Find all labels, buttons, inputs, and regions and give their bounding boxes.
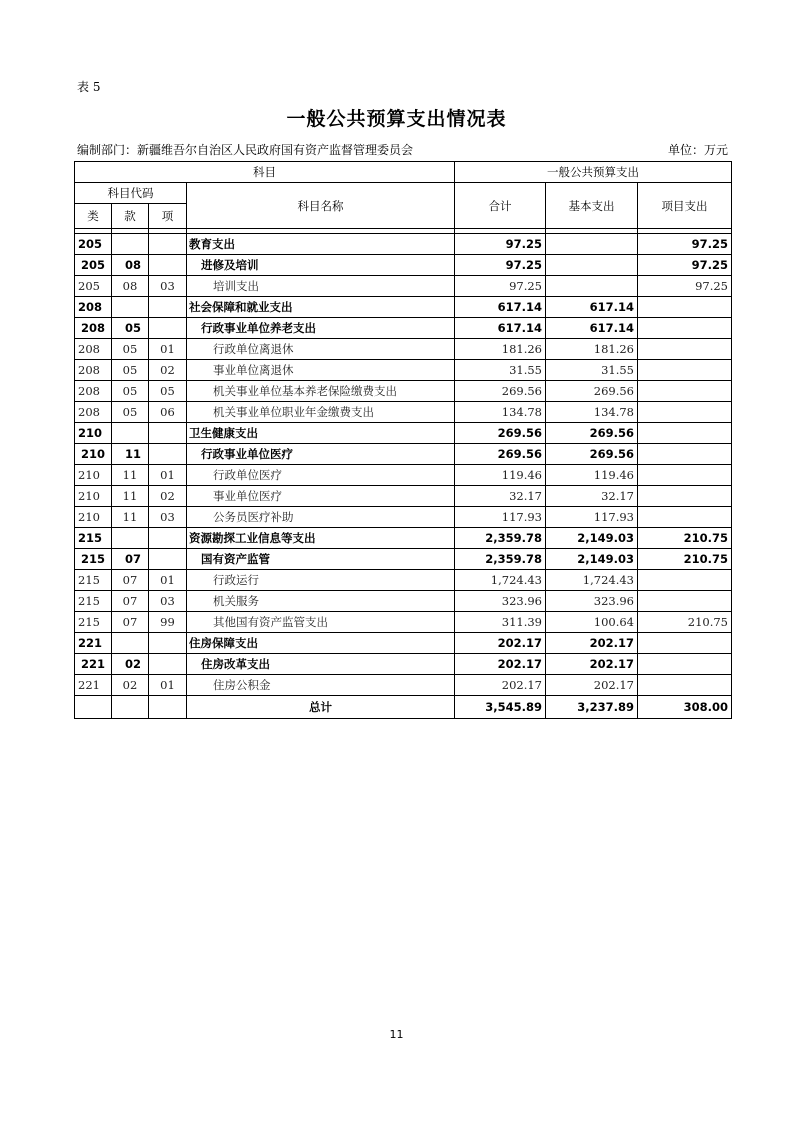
subject-name-cell: 教育支出 — [187, 234, 455, 255]
subject-name-cell: 机关事业单位职业年金缴费支出 — [187, 402, 455, 423]
project-cell — [638, 507, 732, 528]
table-header — [75, 162, 732, 234]
project-cell: 97.25 — [638, 276, 732, 297]
code-xiang-cell: 99 — [149, 612, 187, 633]
basic-cell: 202.17 — [546, 675, 638, 696]
code-kuan-cell: 08 — [112, 255, 149, 276]
table-row — [75, 612, 732, 633]
basic-cell — [546, 276, 638, 297]
table-row — [75, 276, 732, 297]
table-row — [75, 423, 732, 444]
code-lei-cell: 210 — [75, 507, 112, 528]
total-cell: 202.17 — [455, 654, 546, 675]
total-cell: 32.17 — [455, 486, 546, 507]
grand-total-sum: 3,545.89 — [455, 696, 546, 719]
total-cell: 97.25 — [455, 255, 546, 276]
total-cell: 2,359.78 — [455, 528, 546, 549]
project-cell — [638, 654, 732, 675]
header-budget: 一般公共预算支出 — [455, 162, 732, 183]
code-lei-cell: 221 — [75, 654, 112, 675]
basic-cell: 1,724.43 — [546, 570, 638, 591]
code-xiang-cell — [149, 423, 187, 444]
table-row — [75, 633, 732, 654]
subject-name-cell: 国有资产监管 — [187, 549, 455, 570]
code-xiang-cell: 01 — [149, 570, 187, 591]
code-xiang-cell: 02 — [149, 486, 187, 507]
table-row — [75, 465, 732, 486]
subject-name-cell: 住房保障支出 — [187, 633, 455, 654]
grand-total-basic: 3,237.89 — [546, 696, 638, 719]
total-cell: 97.25 — [455, 234, 546, 255]
basic-cell: 2,149.03 — [546, 528, 638, 549]
code-kuan-cell: 07 — [112, 549, 149, 570]
project-cell — [638, 297, 732, 318]
table-row — [75, 549, 732, 570]
header-xiang: 项 — [149, 204, 187, 229]
project-cell — [638, 318, 732, 339]
code-lei-cell: 208 — [75, 360, 112, 381]
basic-cell: 31.55 — [546, 360, 638, 381]
code-xiang-cell: 03 — [149, 591, 187, 612]
basic-cell: 2,149.03 — [546, 549, 638, 570]
header-lei: 类 — [75, 204, 112, 229]
code-lei-cell: 221 — [75, 633, 112, 654]
code-xiang-cell: 03 — [149, 276, 187, 297]
basic-cell — [546, 255, 638, 276]
subject-name-cell: 行政单位医疗 — [187, 465, 455, 486]
basic-cell: 181.26 — [546, 339, 638, 360]
table-row — [75, 507, 732, 528]
project-cell — [638, 339, 732, 360]
subject-name-cell: 资源勘探工业信息等支出 — [187, 528, 455, 549]
code-xiang-cell: 01 — [149, 675, 187, 696]
subject-name-cell: 事业单位医疗 — [187, 486, 455, 507]
subject-name-cell: 住房公积金 — [187, 675, 455, 696]
basic-cell: 117.93 — [546, 507, 638, 528]
code-kuan-cell: 05 — [112, 318, 149, 339]
header-kuan: 款 — [112, 204, 149, 229]
subject-name-cell: 行政单位离退休 — [187, 339, 455, 360]
code-kuan-cell — [112, 234, 149, 255]
code-xiang-cell: 02 — [149, 360, 187, 381]
project-cell: 97.25 — [638, 255, 732, 276]
code-xiang-cell — [149, 549, 187, 570]
table-row — [75, 339, 732, 360]
total-cell: 269.56 — [455, 423, 546, 444]
total-cell: 202.17 — [455, 675, 546, 696]
table-row — [75, 591, 732, 612]
code-lei-cell: 208 — [75, 402, 112, 423]
total-cell: 97.25 — [455, 276, 546, 297]
table-row — [75, 297, 732, 318]
table-tag: 表 5 — [77, 80, 101, 94]
code-kuan-cell — [112, 297, 149, 318]
project-cell — [638, 633, 732, 654]
basic-cell: 617.14 — [546, 318, 638, 339]
code-lei-cell: 215 — [75, 549, 112, 570]
code-xiang-cell — [149, 318, 187, 339]
code-xiang-cell: 03 — [149, 507, 187, 528]
project-cell — [638, 591, 732, 612]
code-kuan-cell: 07 — [112, 570, 149, 591]
total-cell: 31.55 — [455, 360, 546, 381]
budget-table — [74, 161, 732, 719]
code-xiang-cell — [149, 234, 187, 255]
code-xiang-cell — [149, 444, 187, 465]
table-row — [75, 570, 732, 591]
table-row — [75, 675, 732, 696]
code-kuan-cell — [112, 423, 149, 444]
code-lei-cell: 210 — [75, 465, 112, 486]
total-cell: 2,359.78 — [455, 549, 546, 570]
basic-cell: 269.56 — [546, 423, 638, 444]
table-row — [75, 654, 732, 675]
table-row — [75, 318, 732, 339]
project-cell — [638, 423, 732, 444]
table-row — [75, 255, 732, 276]
basic-cell — [546, 234, 638, 255]
basic-cell: 617.14 — [546, 297, 638, 318]
subject-name-cell: 行政事业单位养老支出 — [187, 318, 455, 339]
subject-name-cell: 行政事业单位医疗 — [187, 444, 455, 465]
code-xiang-cell — [149, 654, 187, 675]
total-cell: 269.56 — [455, 381, 546, 402]
code-xiang-cell: 05 — [149, 381, 187, 402]
project-cell — [638, 465, 732, 486]
project-cell: 210.75 — [638, 549, 732, 570]
code-lei-cell: 208 — [75, 318, 112, 339]
basic-cell: 32.17 — [546, 486, 638, 507]
subject-name-cell: 卫生健康支出 — [187, 423, 455, 444]
code-kuan-cell: 05 — [112, 360, 149, 381]
basic-cell: 202.17 — [546, 633, 638, 654]
code-kuan-cell: 08 — [112, 276, 149, 297]
page-number: 11 — [389, 1028, 404, 1041]
code-xiang-cell — [149, 255, 187, 276]
code-lei-cell: 215 — [75, 612, 112, 633]
code-kuan-cell: 05 — [112, 381, 149, 402]
total-cell: 202.17 — [455, 633, 546, 654]
grand-total-row — [75, 696, 732, 719]
basic-cell: 100.64 — [546, 612, 638, 633]
code-kuan-cell: 07 — [112, 591, 149, 612]
subject-name-cell: 进修及培训 — [187, 255, 455, 276]
subject-name-cell: 事业单位离退休 — [187, 360, 455, 381]
header-code: 科目代码 — [75, 183, 187, 204]
code-lei-cell: 210 — [75, 423, 112, 444]
header-project: 项目支出 — [638, 183, 732, 229]
table-row — [75, 444, 732, 465]
table-row — [75, 486, 732, 507]
subject-name-cell: 其他国有资产监管支出 — [187, 612, 455, 633]
code-kuan-cell: 07 — [112, 612, 149, 633]
code-lei-cell: 215 — [75, 528, 112, 549]
code-kuan-cell: 02 — [112, 675, 149, 696]
basic-cell: 134.78 — [546, 402, 638, 423]
table-row — [75, 528, 732, 549]
project-cell — [638, 402, 732, 423]
table-body — [75, 234, 732, 696]
grand-total-label: 总计 — [187, 696, 455, 719]
page-title: 一般公共预算支出情况表 — [286, 108, 507, 130]
code-kuan-cell: 11 — [112, 486, 149, 507]
code-xiang-cell — [149, 528, 187, 549]
subject-name-cell: 社会保障和就业支出 — [187, 297, 455, 318]
project-cell — [638, 570, 732, 591]
code-lei-cell: 208 — [75, 381, 112, 402]
total-cell: 181.26 — [455, 339, 546, 360]
table-row — [75, 381, 732, 402]
table-row — [75, 360, 732, 381]
project-cell — [638, 486, 732, 507]
total-cell: 134.78 — [455, 402, 546, 423]
unit-label: 单位：万元 — [667, 143, 728, 157]
total-cell: 323.96 — [455, 591, 546, 612]
project-cell: 97.25 — [638, 234, 732, 255]
code-lei-cell: 205 — [75, 234, 112, 255]
subject-name-cell: 机关事业单位基本养老保险缴费支出 — [187, 381, 455, 402]
total-cell: 119.46 — [455, 465, 546, 486]
code-lei-cell: 210 — [75, 486, 112, 507]
code-lei-cell: 221 — [75, 675, 112, 696]
table-row — [75, 234, 732, 255]
code-xiang-cell: 06 — [149, 402, 187, 423]
project-cell — [638, 444, 732, 465]
subject-name-cell: 行政运行 — [187, 570, 455, 591]
code-kuan-cell: 11 — [112, 465, 149, 486]
basic-cell: 269.56 — [546, 381, 638, 402]
header-total: 合计 — [455, 183, 546, 229]
department-label: 编制部门：新疆维吾尔自治区人民政府国有资产监督管理委员会 — [77, 143, 414, 157]
total-cell: 617.14 — [455, 318, 546, 339]
total-cell: 117.93 — [455, 507, 546, 528]
project-cell — [638, 675, 732, 696]
grand-total-project: 308.00 — [638, 696, 732, 719]
header-name: 科目名称 — [187, 183, 455, 229]
project-cell: 210.75 — [638, 528, 732, 549]
code-lei-cell: 215 — [75, 591, 112, 612]
table-row — [75, 402, 732, 423]
project-cell — [638, 381, 732, 402]
code-kuan-cell: 02 — [112, 654, 149, 675]
code-kuan-cell: 11 — [112, 507, 149, 528]
code-xiang-cell — [149, 297, 187, 318]
basic-cell: 202.17 — [546, 654, 638, 675]
subject-name-cell: 培训支出 — [187, 276, 455, 297]
project-cell: 210.75 — [638, 612, 732, 633]
code-kuan-cell: 11 — [112, 444, 149, 465]
code-lei-cell: 205 — [75, 255, 112, 276]
subject-name-cell: 机关服务 — [187, 591, 455, 612]
code-xiang-cell: 01 — [149, 339, 187, 360]
code-lei-cell: 215 — [75, 570, 112, 591]
total-cell: 617.14 — [455, 297, 546, 318]
code-xiang-cell: 01 — [149, 465, 187, 486]
code-xiang-cell — [149, 633, 187, 654]
basic-cell: 269.56 — [546, 444, 638, 465]
project-cell — [638, 360, 732, 381]
basic-cell: 323.96 — [546, 591, 638, 612]
code-kuan-cell: 05 — [112, 402, 149, 423]
total-cell: 269.56 — [455, 444, 546, 465]
total-cell: 311.39 — [455, 612, 546, 633]
subject-name-cell: 公务员医疗补助 — [187, 507, 455, 528]
code-kuan-cell — [112, 633, 149, 654]
code-lei-cell: 208 — [75, 339, 112, 360]
code-kuan-cell: 05 — [112, 339, 149, 360]
code-lei-cell: 205 — [75, 276, 112, 297]
basic-cell: 119.46 — [546, 465, 638, 486]
header-basic: 基本支出 — [546, 183, 638, 229]
code-kuan-cell — [112, 528, 149, 549]
total-cell: 1,724.43 — [455, 570, 546, 591]
header-subject: 科目 — [75, 162, 455, 183]
subject-name-cell: 住房改革支出 — [187, 654, 455, 675]
code-lei-cell: 210 — [75, 444, 112, 465]
code-lei-cell: 208 — [75, 297, 112, 318]
